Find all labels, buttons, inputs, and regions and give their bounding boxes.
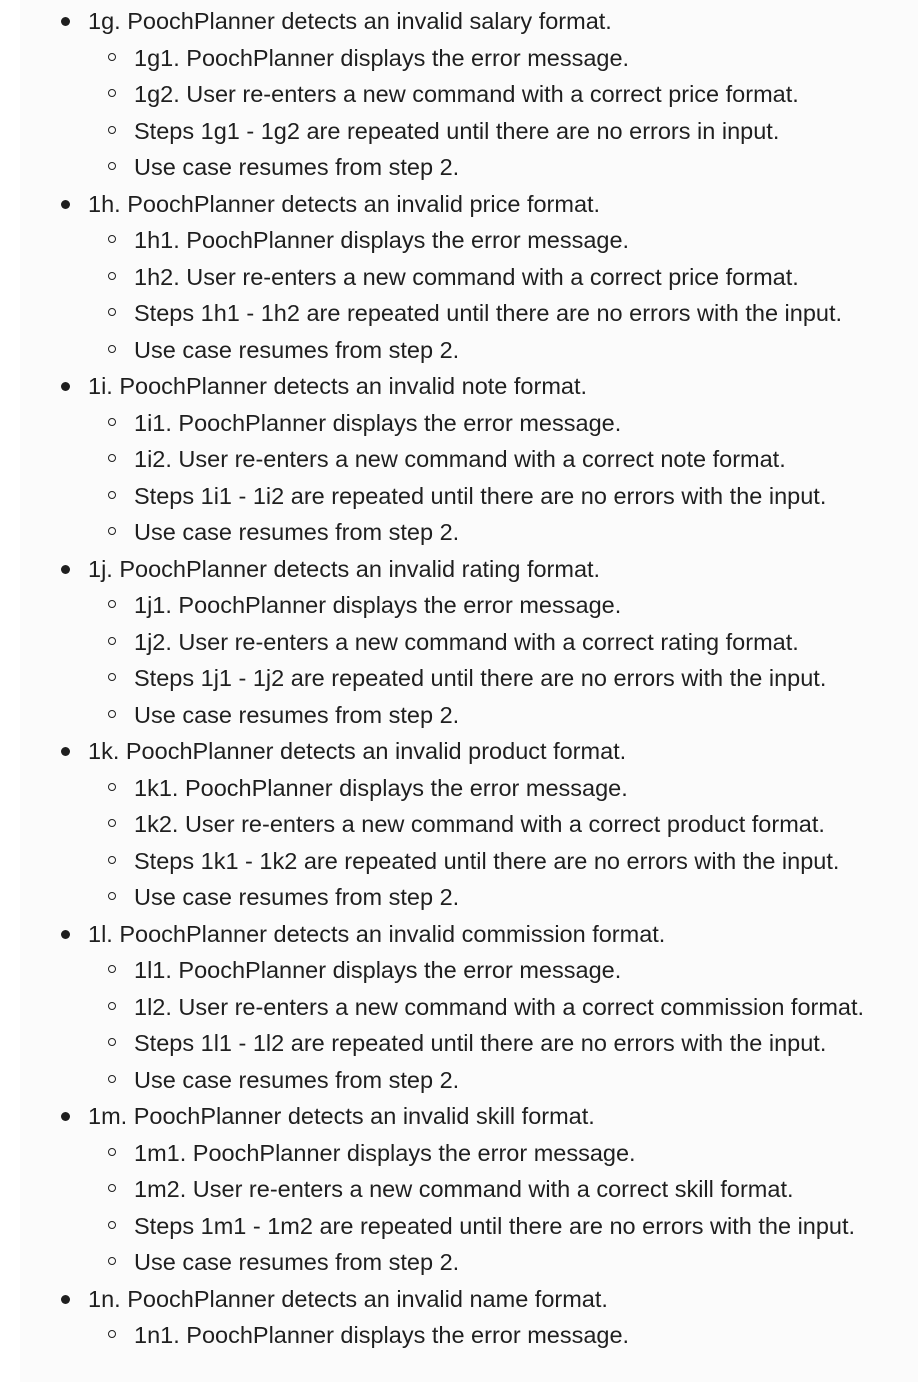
- step-row: [20, 697, 918, 734]
- step-row: [20, 40, 918, 77]
- step-row: [20, 770, 918, 807]
- step-item: [20, 113, 918, 150]
- extension-heading: 1h. PoochPlanner detects an invalid price format.: [88, 190, 601, 217]
- bullet-circle-icon: [108, 527, 116, 535]
- step-row: [20, 514, 918, 551]
- step-row: [20, 405, 918, 442]
- extension-steps-list: [20, 952, 918, 1098]
- extension-row: [20, 368, 918, 405]
- bullet-disc-icon: [61, 1112, 70, 1121]
- bullet-circle-icon: [108, 856, 116, 864]
- extension-row: [20, 3, 918, 40]
- extension-item: [20, 1098, 918, 1281]
- step-item: [20, 697, 918, 734]
- extension-row: [20, 733, 918, 770]
- step-text: Use case resumes from step 2.: [134, 154, 460, 180]
- step-row: [20, 1135, 918, 1172]
- extension-heading: 1n. PoochPlanner detects an invalid name format.: [88, 1285, 608, 1312]
- step-item: [20, 1025, 918, 1062]
- step-text: Steps 1j1 - 1j2 are repeated until there are no errors with the input.: [134, 665, 827, 691]
- step-text: 1h1. PoochPlanner displays the error message.: [134, 227, 630, 253]
- extensions-list: [20, 3, 918, 1354]
- step-item: [20, 770, 918, 807]
- bullet-circle-icon: [108, 819, 116, 827]
- bullet-circle-icon: [108, 1075, 116, 1083]
- step-item: [20, 76, 918, 113]
- bullet-circle-icon: [108, 308, 116, 316]
- step-row: [20, 295, 918, 332]
- step-row: [20, 222, 918, 259]
- bullet-circle-icon: [108, 1184, 116, 1192]
- extension-steps-list: [20, 1135, 918, 1281]
- step-text: 1l2. User re-enters a new command with a correct commission format.: [134, 993, 865, 1020]
- step-item: [20, 478, 918, 515]
- step-row: [20, 332, 918, 369]
- step-text: Use case resumes from step 2.: [134, 519, 460, 545]
- extension-item: [20, 551, 918, 734]
- step-text: 1g2. User re-enters a new command with a correct price format.: [134, 81, 799, 107]
- step-item: [20, 40, 918, 77]
- step-item: [20, 952, 918, 989]
- extension-item: [20, 1281, 918, 1354]
- step-text: Steps 1k1 - 1k2 are repeated until there are no errors with the input.: [134, 847, 840, 874]
- step-text: 1n1. PoochPlanner displays the error message.: [134, 1322, 630, 1348]
- extension-row: [20, 1098, 918, 1135]
- bullet-circle-icon: [108, 53, 116, 61]
- bullet-circle-icon: [108, 491, 116, 499]
- step-row: [20, 259, 918, 296]
- step-row: [20, 478, 918, 515]
- step-item: [20, 1208, 918, 1245]
- step-text: Steps 1l1 - 1l2 are repeated until there are no errors with the input.: [134, 1030, 827, 1056]
- extension-row: [20, 551, 918, 588]
- step-item: [20, 295, 918, 332]
- bullet-circle-icon: [108, 710, 116, 718]
- step-item: [20, 441, 918, 478]
- extension-heading: 1m. PoochPlanner detects an invalid skill format.: [88, 1103, 595, 1129]
- step-row: [20, 1317, 918, 1354]
- bullet-circle-icon: [108, 454, 116, 462]
- step-item: [20, 879, 918, 916]
- step-item: [20, 989, 918, 1026]
- step-text: Steps 1i1 - 1i2 are repeated until there are no errors with the input.: [134, 482, 827, 509]
- step-text: Use case resumes from step 2.: [134, 884, 460, 910]
- step-row: [20, 952, 918, 989]
- step-text: Use case resumes from step 2.: [134, 1066, 460, 1093]
- step-item: [20, 259, 918, 296]
- bullet-disc-icon: [61, 1295, 70, 1304]
- step-text: 1j2. User re-enters a new command with a correct rating format.: [134, 628, 799, 655]
- step-item: [20, 514, 918, 551]
- bullet-circle-icon: [108, 162, 116, 170]
- step-item: [20, 1062, 918, 1099]
- extension-heading: 1j. PoochPlanner detects an invalid rating format.: [88, 555, 601, 582]
- step-row: [20, 843, 918, 880]
- step-text: 1j1. PoochPlanner displays the error message.: [134, 592, 622, 618]
- step-row: [20, 1171, 918, 1208]
- step-text: 1k1. PoochPlanner displays the error message.: [134, 774, 628, 801]
- step-text: 1g1. PoochPlanner displays the error message.: [134, 44, 630, 71]
- extension-steps-list: [20, 405, 918, 551]
- bullet-disc-icon: [61, 200, 70, 209]
- step-item: [20, 843, 918, 880]
- extension-item: [20, 733, 918, 916]
- step-item: [20, 405, 918, 442]
- step-text: 1m1. PoochPlanner displays the error message.: [134, 1139, 636, 1166]
- extension-item: [20, 368, 918, 551]
- bullet-disc-icon: [61, 565, 70, 574]
- step-text: 1i2. User re-enters a new command with a correct note format.: [134, 446, 786, 472]
- bullet-circle-icon: [108, 783, 116, 791]
- step-item: [20, 1244, 918, 1281]
- bullet-circle-icon: [108, 272, 116, 280]
- step-text: 1l1. PoochPlanner displays the error message.: [134, 957, 622, 983]
- step-row: [20, 879, 918, 916]
- bullet-circle-icon: [108, 1002, 116, 1010]
- bullet-circle-icon: [108, 637, 116, 645]
- step-item: [20, 1171, 918, 1208]
- step-row: [20, 113, 918, 150]
- bullet-circle-icon: [108, 1038, 116, 1046]
- step-item: [20, 332, 918, 369]
- bullet-disc-icon: [61, 747, 70, 756]
- bullet-circle-icon: [108, 1257, 116, 1265]
- bullet-circle-icon: [108, 673, 116, 681]
- step-text: Steps 1g1 - 1g2 are repeated until there are no errors in input.: [134, 117, 780, 144]
- step-row: [20, 1025, 918, 1062]
- step-row: [20, 1244, 918, 1281]
- step-row: [20, 76, 918, 113]
- step-row: [20, 149, 918, 186]
- extension-heading: 1i. PoochPlanner detects an invalid note format.: [88, 373, 588, 399]
- document-page: [20, 0, 918, 1382]
- extension-steps-list: [20, 222, 918, 368]
- bullet-circle-icon: [108, 345, 116, 353]
- bullet-circle-icon: [108, 89, 116, 97]
- step-text: Steps 1m1 - 1m2 are repeated until there are no errors with the input.: [134, 1212, 856, 1239]
- step-row: [20, 587, 918, 624]
- bullet-disc-icon: [61, 930, 70, 939]
- step-row: [20, 660, 918, 697]
- step-text: 1k2. User re-enters a new command with a correct product format.: [134, 811, 825, 837]
- bullet-circle-icon: [108, 1330, 116, 1338]
- bullet-circle-icon: [108, 235, 116, 243]
- extension-heading: 1k. PoochPlanner detects an invalid product format.: [88, 738, 627, 764]
- extension-steps-list: [20, 40, 918, 186]
- step-text: 1h2. User re-enters a new command with a correct price format.: [134, 263, 799, 290]
- step-item: [20, 149, 918, 186]
- bullet-circle-icon: [108, 418, 116, 426]
- extension-heading: 1g. PoochPlanner detects an invalid salary format.: [88, 8, 612, 34]
- step-row: [20, 1062, 918, 1099]
- step-row: [20, 1208, 918, 1245]
- bullet-circle-icon: [108, 126, 116, 134]
- step-text: Use case resumes from step 2.: [134, 1249, 460, 1275]
- step-item: [20, 660, 918, 697]
- extension-row: [20, 916, 918, 953]
- extension-item: [20, 186, 918, 369]
- step-text: Use case resumes from step 2.: [134, 336, 460, 363]
- bullet-circle-icon: [108, 1221, 116, 1229]
- step-text: Use case resumes from step 2.: [134, 701, 460, 728]
- extension-item: [20, 916, 918, 1099]
- step-row: [20, 989, 918, 1026]
- extension-item: [20, 3, 918, 186]
- bullet-circle-icon: [108, 1148, 116, 1156]
- extension-steps-list: [20, 1317, 918, 1354]
- extension-steps-list: [20, 770, 918, 916]
- step-item: [20, 587, 918, 624]
- bullet-disc-icon: [61, 17, 70, 26]
- extension-row: [20, 186, 918, 223]
- step-item: [20, 222, 918, 259]
- step-item: [20, 1135, 918, 1172]
- extension-row: [20, 1281, 918, 1318]
- step-row: [20, 624, 918, 661]
- bullet-circle-icon: [108, 965, 116, 973]
- step-item: [20, 624, 918, 661]
- step-text: Steps 1h1 - 1h2 are repeated until there are no errors with the input.: [134, 300, 843, 326]
- extensions-list-container: [20, 3, 918, 1354]
- extension-heading: 1l. PoochPlanner detects an invalid commission format.: [88, 920, 666, 947]
- step-row: [20, 441, 918, 478]
- bullet-disc-icon: [61, 382, 70, 391]
- extension-steps-list: [20, 587, 918, 733]
- step-row: [20, 806, 918, 843]
- bullet-circle-icon: [108, 892, 116, 900]
- bullet-circle-icon: [108, 600, 116, 608]
- step-text: 1m2. User re-enters a new command with a correct skill format.: [134, 1176, 794, 1202]
- step-item: [20, 1317, 918, 1354]
- step-item: [20, 806, 918, 843]
- step-text: 1i1. PoochPlanner displays the error message.: [134, 409, 622, 436]
